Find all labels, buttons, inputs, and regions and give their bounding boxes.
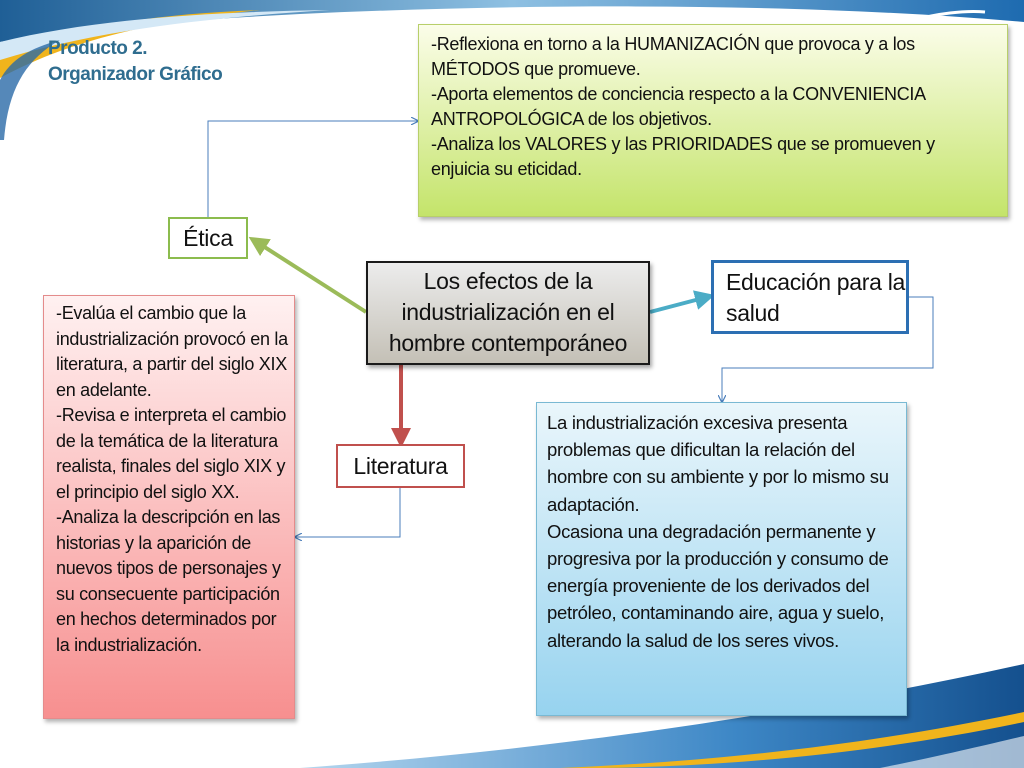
educacion-detail-box: La industrialización excesiva presenta problemas que dificultan la relación del hombre con su ambiente y por lo mismo su adaptación. Ocasiona una degradación permanente y progresiva por la producción y consumo de energía proveniente de los derivados del petróleo, contaminando aire, agua y suelo, alterando la salud de los seres vivos. (536, 402, 907, 716)
title-line-1: Producto 2. (48, 38, 148, 59)
connector-etica-detail (208, 121, 418, 217)
connector-literatura-detail (295, 488, 400, 537)
literatura-node: Literatura (336, 444, 465, 488)
arrow-to-educacion (650, 296, 711, 312)
educacion-node: Educación para la salud (711, 260, 909, 334)
literatura-detail-box: -Evalúa el cambio que la industrialización provocó en la literatura, a partir del siglo XIX en adelante. -Revisa e interpreta el cambio de la temática de la literatura realista, finales del siglo XIX y el principio del siglo XX. -Analiza la descripción en las historias y la aparición de nuevos tipos de personajes y su consecuente participación en hechos determinados por la industrialización. (43, 295, 295, 719)
title-line-2: Organizador Gráfico (48, 64, 223, 85)
etica-node: Ética (168, 217, 248, 259)
etica-detail-box: -Reflexiona en torno a la HUMANIZACIÓN que provoca y a los MÉTODOS que promueve. -Aporta elementos de conciencia respecto a la CONVENIENCIA ANTROPOLÓGICA de los objetivos. -Analiza los VALORES y las PRIORIDADES que se promueven y enjuicia su eticidad. (418, 24, 1008, 217)
central-topic: Los efectos de la industrialización en el hombre contemporáneo (366, 261, 650, 365)
